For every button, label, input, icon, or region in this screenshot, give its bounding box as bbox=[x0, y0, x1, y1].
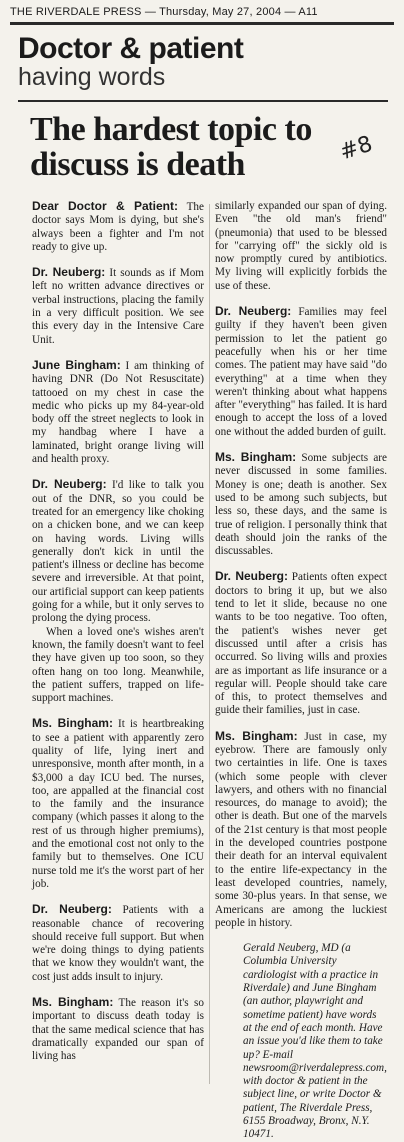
handwritten-note: #8 bbox=[336, 131, 376, 166]
paragraph-text: It is heartbreaking to see a patient with apparently zero quality of life, lying inert and unresponsive, month after month, in a $3,000 a day ICU bed. The nurses, too, are appalled at the financial cost to the family and the insurance company (which passes it along to the rest of us through higher premiums), and the emotional cost not only to the family but to themselves. One ICU nurse told me it's the worst part of her job. bbox=[32, 718, 204, 890]
paragraph-text: Some subjects are never discussed in some families. Money is one; death is another. Sex used to be among such subjects, but less so, these days, and the same is true of religion. I personally think that death should join the ranks of the discussables. bbox=[215, 452, 387, 558]
paragraph-text: I am thinking of having DNR (Do Not Resuscitate) tattooed on my chest in case the medic who picks up my 84-year-old body off the street neglects to look in my handbag where I have a laminated, bright orange living will and health proxy. bbox=[32, 359, 204, 466]
right-column bbox=[215, 200, 388, 1141]
masthead: THE RIVERDALE PRESS — Thursday, May 27, 2004 — A11 bbox=[10, 6, 318, 18]
paragraph-text: It sounds as if Mom left no written advance directives or verbal instructions, placing the family in a very difficult position. We see this every day in the Intensive Care Unit. bbox=[32, 267, 204, 346]
speaker-label: Dr. Neuberg: bbox=[215, 304, 292, 319]
paragraph bbox=[215, 305, 387, 439]
speaker-label: Ms. Bingham: bbox=[32, 995, 114, 1010]
paragraph bbox=[32, 200, 204, 254]
speaker-label: Ms. Bingham: bbox=[32, 716, 113, 731]
column-title: Doctor & patient bbox=[18, 32, 244, 65]
paragraph bbox=[32, 903, 204, 984]
speaker-label: Ms. Bingham: bbox=[215, 450, 297, 465]
speaker-label: Dr. Neuberg: bbox=[32, 477, 107, 492]
paragraph bbox=[215, 570, 387, 717]
paragraph bbox=[32, 266, 204, 347]
speaker-label: Dr. Neuberg: bbox=[32, 265, 106, 280]
column-subtitle: having words bbox=[18, 63, 166, 91]
paragraph bbox=[215, 730, 387, 930]
paragraph bbox=[32, 359, 204, 466]
header-rule bbox=[18, 100, 388, 102]
paragraph-text: I'd like to talk you out of the DNR, so you could be treated for an emergency like choking on a chicken bone, and we can keep on having words. Living wills generally don't kick in until the patient's illness or decline has become severe and irreversible. At that point, our artificial support can keep patients going for a while, but it only serves to prolong the dying process. bbox=[32, 479, 205, 625]
headline: The hardest topic to discuss is death bbox=[30, 111, 312, 183]
paragraph-text: Just in case, my eyebrow. There are famously only two certainties in life. One is taxes (which some people with clever lawyers, and others with no financial resources, do manage to avoid); the other is death. But one of the marvels of the 21st century is that most people in the developed countries postpone their death for an interval equivalent to the entire life-expectancy in the least developed countries, namely, some 30-plus years. In that sense, we Americans are among the luckiest people in history. bbox=[215, 730, 387, 929]
left-column bbox=[32, 200, 204, 1090]
paragraph bbox=[32, 717, 204, 891]
paragraph bbox=[32, 626, 204, 706]
paragraph-text: The doctor says Mom is dying, but she's always been a fighter and I'm not ready to give up. bbox=[32, 201, 204, 253]
paragraph bbox=[215, 200, 387, 293]
column-divider bbox=[209, 204, 210, 1084]
paragraph bbox=[215, 451, 387, 558]
paragraph-text: Families may feel guilty if they haven't been given permission to let the patient go peacefully when his or her time comes. The patient may have said "do everything" at a time when they weren't thinking about what happens after "everything" has failed. It is hard enough to accept the loss of a loved one without the added burden of guilt. bbox=[215, 306, 388, 438]
paragraph bbox=[32, 996, 204, 1063]
paragraph-text: similarly expanded our span of dying. Even "the old man's friend" (pneumonia) that used to be blessed for "carrying off" the sickly old is now promptly cured by antibiotics. My living will explicitly forbids the use of these. bbox=[215, 200, 387, 292]
speaker-label: Ms. Bingham: bbox=[215, 728, 298, 743]
speaker-label: June Bingham: bbox=[32, 357, 121, 372]
masthead-rule bbox=[10, 22, 394, 25]
paragraph-text: Patients often expect doctors to bring it up, but we also tend to let it slide, because no one wants to be too negative. Too often, the patient's wishes never get discussed until after a crisis has occurred. So living wills and proxies are as important as life insurance or a regular will. People should take care of this, to protect themselves and guide their families, just in case. bbox=[215, 571, 387, 717]
paragraph bbox=[32, 478, 204, 625]
paragraph-text: The reason it's so important to discuss death today is that the same medical science that has dramatically expanded our span of living has bbox=[32, 997, 204, 1063]
column-header bbox=[18, 34, 388, 91]
paragraph-text: When a loved one's wishes aren't known, the family doesn't want to feel they have given up too soon, so they often hang on too long. Meanwhile, the patient suffers, trapped on life-support machines. bbox=[32, 625, 204, 705]
speaker-label: Dear Doctor & Patient: bbox=[32, 199, 178, 213]
paragraph-text: Patients with a reasonable chance of recovering should receive full support. But when we're doing things to dying patients that we know they wouldn't want, the cost just adds insult to injury. bbox=[32, 904, 204, 983]
speaker-label: Dr. Neuberg: bbox=[32, 902, 112, 917]
speaker-label: Dr. Neuberg: bbox=[215, 569, 289, 584]
author-bio: Gerald Neuberg, MD (a Columbia University cardiologist with a practice in Riverdale) and June Bingham (an author, playwright and sometime patient) have words at the end of each month. Have an issue you'd like them to take up? E-mail newsroom@riverdalepress.com, with doctor & patient in the subject line, or write Doctor & patient, The Riverdale Press, 6155 Broadway, Bronx, N.Y. 10471. bbox=[243, 942, 387, 1141]
